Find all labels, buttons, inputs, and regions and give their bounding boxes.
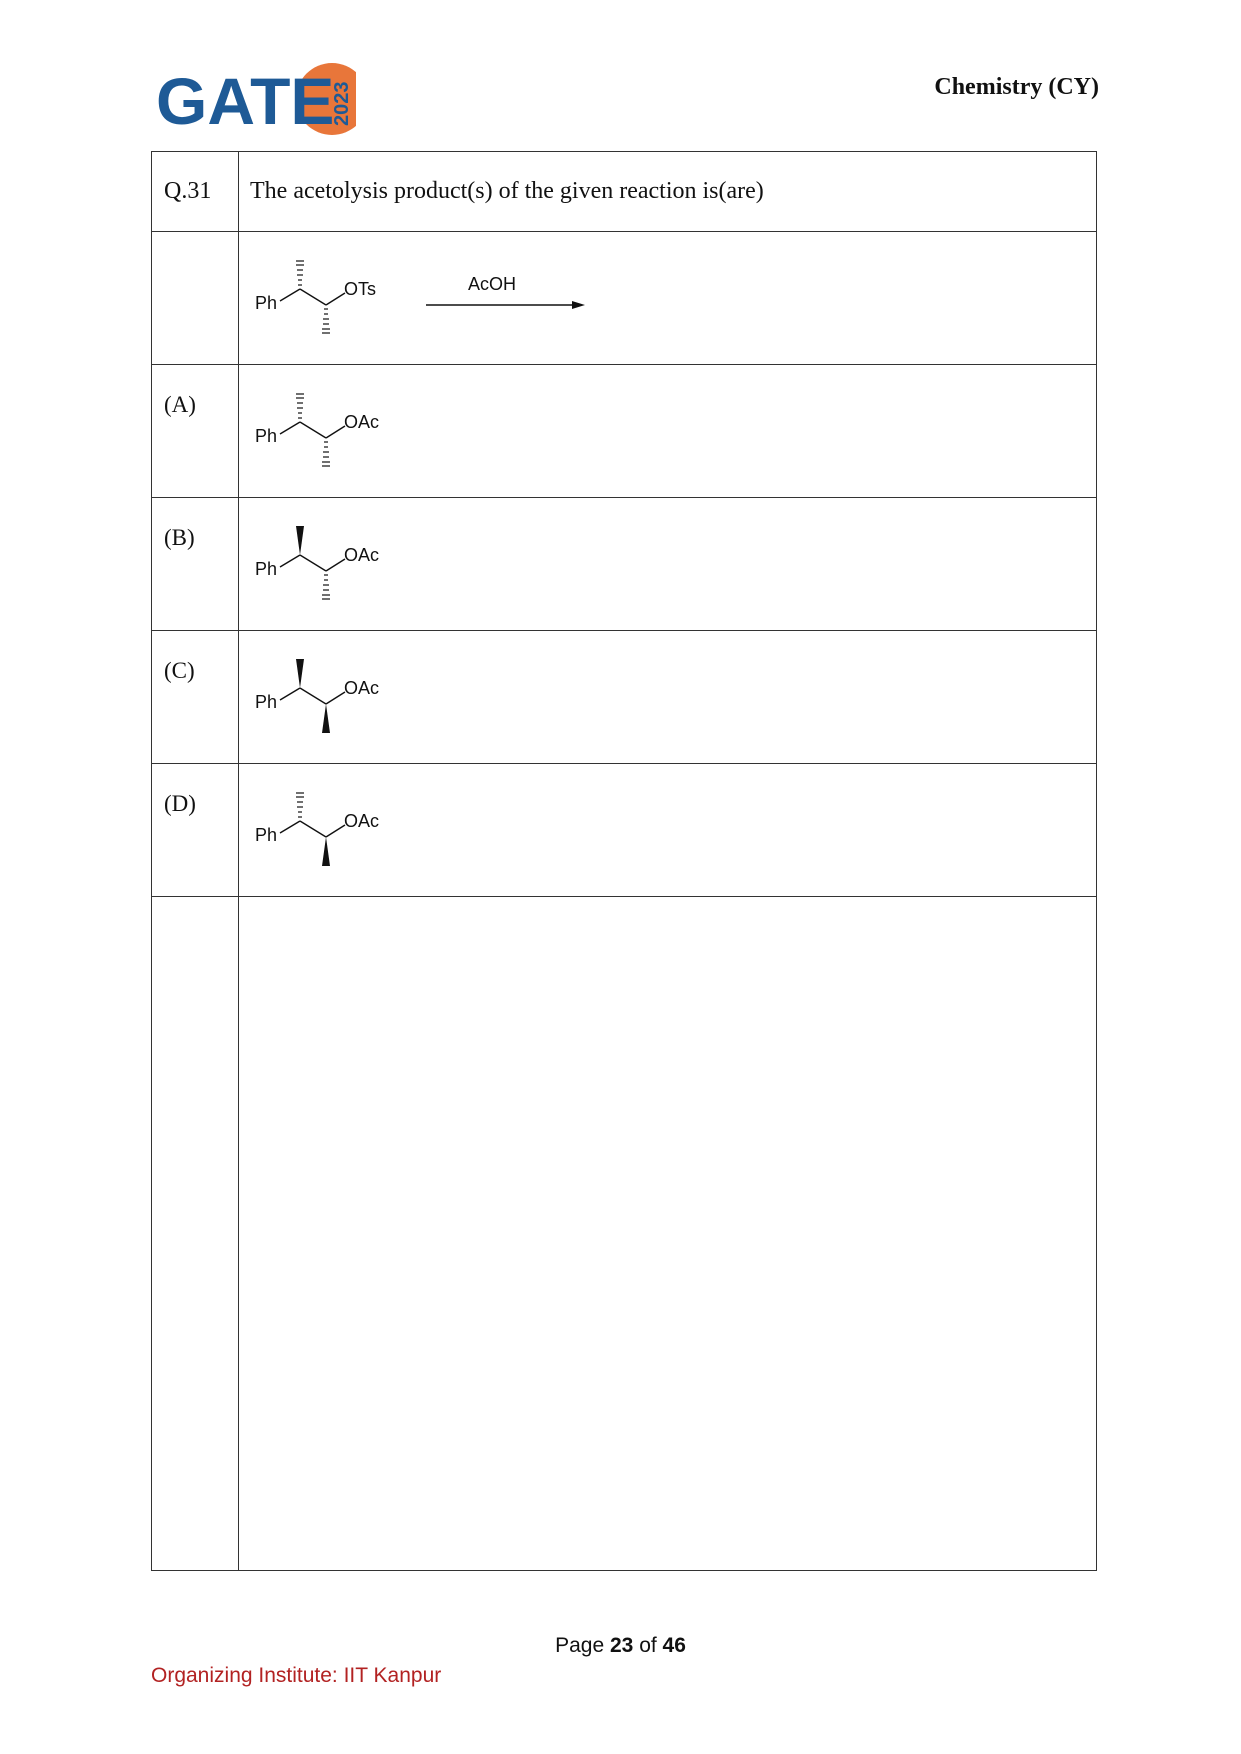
gate-2023-logo	[156, 60, 356, 140]
option-c-structure	[239, 631, 659, 763]
option-b-row	[152, 498, 1097, 631]
option-b-structure	[239, 498, 659, 630]
option-c-label: (C)	[152, 631, 239, 764]
svg-text:OAc: OAc	[344, 412, 380, 432]
option-b-label: (B)	[152, 498, 239, 631]
svg-text:OTs: OTs	[344, 279, 377, 299]
option-d-label: (D)	[152, 764, 239, 897]
option-a-label: (A)	[152, 365, 239, 498]
svg-text:Ph: Ph	[255, 293, 278, 313]
option-d-row	[152, 764, 1097, 897]
svg-text:OAc: OAc	[344, 811, 380, 831]
question-row	[152, 152, 1097, 232]
question-number: Q.31	[152, 152, 239, 232]
blank-row	[152, 897, 1097, 1571]
option-a-row	[152, 365, 1097, 498]
reactant-structure	[239, 232, 659, 364]
option-a-structure	[239, 365, 659, 497]
question-table	[151, 151, 1097, 1571]
svg-text:2023: 2023	[331, 81, 353, 126]
svg-text:OAc: OAc	[344, 545, 380, 565]
reagent-label: AcOH	[468, 274, 517, 294]
question-text: The acetolysis product(s) of the given reaction is(are)	[239, 152, 1097, 232]
svg-text:Ph: Ph	[255, 559, 278, 579]
svg-text:Ph: Ph	[255, 692, 278, 712]
svg-text:GATE: GATE	[156, 64, 335, 138]
svg-text:Ph: Ph	[255, 426, 278, 446]
option-c-row	[152, 631, 1097, 764]
organizer-text: Organizing Institute: IIT Kanpur	[151, 1664, 442, 1687]
reaction-row	[152, 232, 1097, 365]
svg-text:Ph: Ph	[255, 825, 278, 845]
option-d-structure	[239, 764, 659, 896]
svg-text:OAc: OAc	[344, 678, 380, 698]
page-number: Page 23 of 46	[555, 1634, 686, 1657]
subject-title: Chemistry (CY)	[934, 74, 1099, 100]
